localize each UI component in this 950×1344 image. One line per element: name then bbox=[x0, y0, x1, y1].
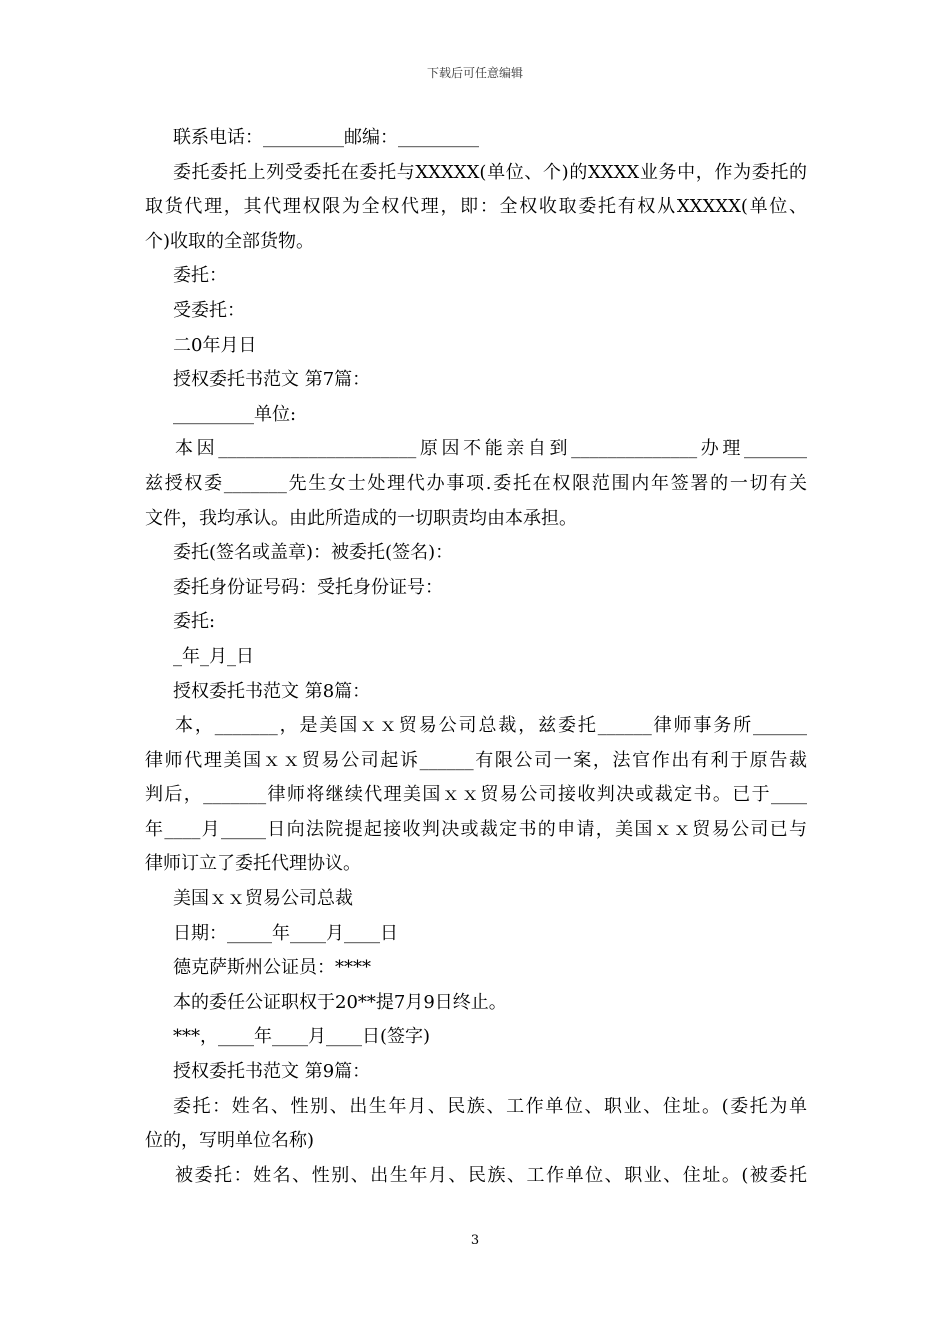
unit-line: _________单位: bbox=[173, 403, 297, 425]
principal-label: 委托： bbox=[173, 265, 227, 287]
section-heading-8: 授权委托书范文 第8篇： bbox=[173, 680, 371, 702]
agent-label: 受委托： bbox=[173, 299, 245, 321]
document-body bbox=[145, 121, 807, 1193]
paragraph-line: 取货代理，其代理权限为全权代理，即：全权收取委托有权从XXXXX(单位、 bbox=[145, 196, 807, 218]
page-number: 3 bbox=[470, 1233, 480, 1248]
id-number-line: 委托身份证号码：受托身份证号： bbox=[173, 576, 443, 598]
signature-line: 委托(签名或盖章)：被委托(签名)： bbox=[173, 542, 454, 564]
paragraph-line: 位的，写明单位名称) bbox=[145, 1130, 315, 1152]
paragraph-line: 年____月_____日向法院提起接收判决或裁定书的申请，美国ｘｘ贸易公司已与 bbox=[145, 818, 807, 840]
signed-date-line: ***，____年____月____日(签字) bbox=[173, 1026, 431, 1048]
paragraph-line: 个)收取的全部货物。 bbox=[145, 230, 315, 252]
president-title-line: 美国ｘｘ贸易公司总裁 bbox=[173, 888, 353, 910]
paragraph-line: 委托：姓名、性别、出生年月、民族、工作单位、职业、住址。(委托为单 bbox=[173, 1095, 807, 1117]
principal-label: 委托: bbox=[173, 611, 216, 633]
paragraph-line: 委托委托上列受委托在委托与XXXXX(单位、个)的XXXX业务中，作为委托的 bbox=[173, 161, 807, 183]
notary-expiry-line: 本的委任公证职权于20**提7月9日终止。 bbox=[173, 991, 507, 1013]
paragraph-line: 文件，我均承认。由此所造成的一切职责均由本承担。 bbox=[145, 507, 577, 529]
date-line: 日期：_____年____月____日 bbox=[173, 922, 398, 944]
section-heading-9: 授权委托书范文 第9篇： bbox=[173, 1061, 371, 1083]
paragraph-line: 律师订立了委托代理协议。 bbox=[145, 853, 361, 875]
paragraph-line: 兹授权委_______先生女士处理代办事项.委托在权限范围内年签署的一切有关 bbox=[145, 472, 807, 494]
section-heading-7: 授权委托书范文 第7篇： bbox=[173, 369, 371, 391]
paragraph-line: 被委托：姓名、性别、出生年月、民族、工作单位、职业、住址。(被委托 bbox=[175, 1164, 807, 1186]
date-line: _年_月_日 bbox=[173, 645, 254, 667]
date-line: 二0年月日 bbox=[173, 334, 257, 356]
page-header-note: 下载后可任意编辑 bbox=[426, 66, 523, 80]
paragraph-line: 本，_______，是美国ｘｘ贸易公司总裁，兹委托______律师事务所______ bbox=[175, 715, 807, 737]
notary-line: 德克萨斯州公证员：**** bbox=[173, 957, 371, 979]
paragraph-line: 本因______________________原因不能亲自到______________办理_______ bbox=[175, 438, 807, 460]
paragraph-line: 律师代理美国ｘｘ贸易公司起诉______有限公司一案，法官作出有利于原告裁 bbox=[145, 749, 807, 771]
paragraph-line: 判后，_______律师将继续代理美国ｘｘ贸易公司接收判决或裁定书。已于____ bbox=[145, 784, 807, 806]
contact-phone-postcode-line: 联系电话：_________邮编：_________ bbox=[173, 127, 479, 148]
